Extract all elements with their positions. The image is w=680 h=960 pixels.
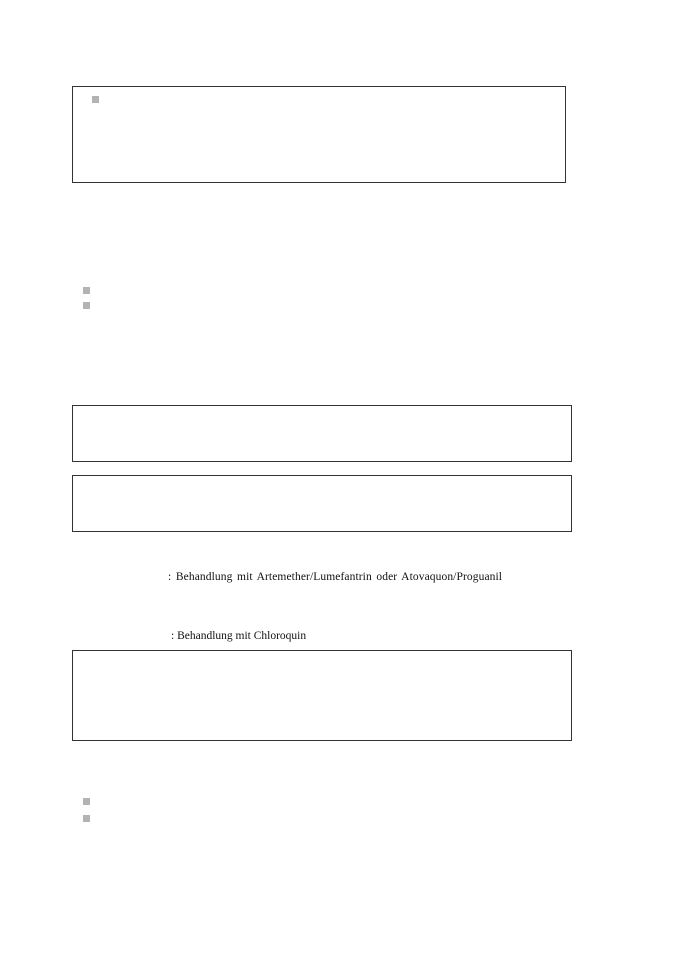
content-box-4: [72, 650, 572, 741]
content-box-1: [72, 86, 566, 183]
content-box-2: [72, 405, 572, 462]
treatment-line-chloroquin: : Behandlung mit Chloroquin: [171, 630, 307, 642]
square-bullet-icon: [83, 302, 90, 309]
square-bullet-icon: [83, 798, 90, 805]
treatment-line-artemether: : Behandlung mit Artemether/Lumefantrin oder Atovaquon/Proguanil: [168, 571, 503, 583]
content-box-3: [72, 475, 572, 532]
square-bullet-icon: [83, 815, 90, 822]
square-bullet-icon: [92, 96, 99, 103]
square-bullet-icon: [83, 287, 90, 294]
